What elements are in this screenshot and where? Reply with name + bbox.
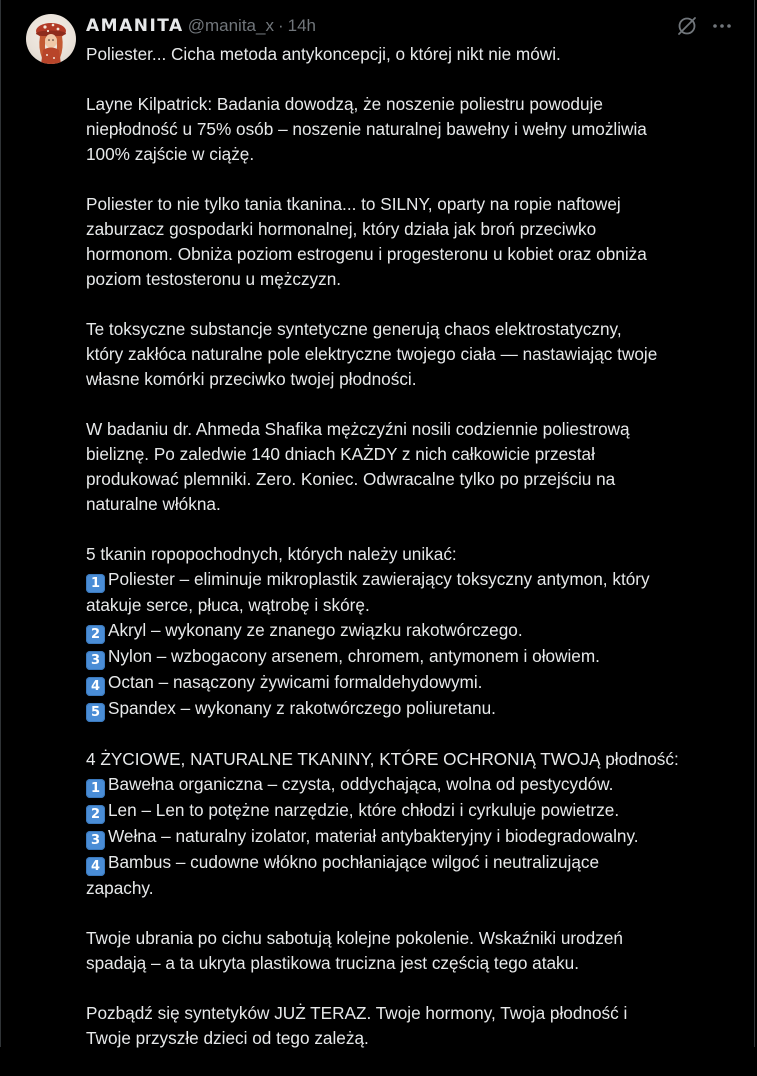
text-line: Poliester... Cicha metoda antykoncepcji, o której nikt nie mówi. (86, 44, 561, 64)
user-handle[interactable]: @manita_x (187, 16, 274, 35)
paragraph-electrostatic (86, 317, 741, 392)
list-heading: 4 ŻYCIOWE, NATURALNE TKANINY, KTÓRE OCHRONIĄ TWOJĄ płodność: (86, 749, 679, 769)
paragraph-shafik-study (86, 417, 741, 517)
text-line: W badaniu dr. Ahmeda Shafika mężczyźni nosili codziennie poliestrową (86, 419, 630, 439)
text-line: produkować plemniki. Zero. Koniec. Odwracalne tylko po przejściu na (86, 469, 616, 489)
list-item: 2 Akryl – wykonany ze znanego związku rakotwórczego. (86, 618, 741, 644)
intro-paragraph (86, 42, 741, 67)
paragraph-call-to-action (86, 1001, 741, 1051)
list-item-continued: zapachy. (86, 878, 154, 898)
keycap-number-icon: 1 (86, 779, 105, 798)
text-line: Twoje ubrania po cichu sabotują kolejne pokolenie. Wskaźniki urodzeń (86, 928, 623, 948)
text-line: 100% zajście w ciążę. (86, 144, 255, 164)
avatar[interactable] (26, 14, 76, 64)
avoid-fabrics-list (86, 542, 741, 722)
post-timestamp[interactable]: 14h (287, 16, 317, 35)
list-item: 3 Nylon – wzbogacony arsenem, chromem, antymonem i ołowiem. (86, 644, 741, 670)
more-options-icon[interactable] (711, 15, 733, 37)
separator-dot: · (277, 16, 284, 35)
list-heading: 5 tkanin ropopochodnych, których należy unikać: (86, 544, 457, 564)
list-item: 4 Bambus – cudowne włókno pochłaniające wilgoć i neutralizujące (86, 850, 741, 876)
keycap-number-icon: 5 (86, 703, 105, 722)
list-item: 4 Octan – nasączony żywicami formaldehydowymi. (86, 670, 741, 696)
text-line: zaburzacz gospodarki hormonalnej, który działa jak broń przeciwko (86, 219, 597, 239)
text-line: który zakłóca naturalne pole elektryczne twojego ciała — nastawiając twoje (86, 344, 658, 364)
text-line: Pozbądź się syntetyków JUŻ TERAZ. Twoje hormony, Twoja płodność i (86, 1003, 628, 1023)
mushroom-figure-icon (26, 14, 76, 64)
post-header (86, 14, 316, 38)
text-line: Poliester to nie tylko tania tkanina... to SILNY, oparty na ropie naftowej (86, 194, 621, 214)
text-line: hormonom. Obniża poziom estrogenu i progesteronu u kobiet oraz obniża (86, 244, 647, 264)
display-name[interactable]: AMANITA (86, 16, 184, 36)
text-line: poziom testosteronu u mężczyzn. (86, 269, 342, 289)
text-line: Te toksyczne substancje syntetyczne generują chaos elektrostatyczny, (86, 319, 622, 339)
paragraph-sabotage (86, 926, 741, 976)
text-line: Twoje przyszłe dzieci od tego zależą. (86, 1028, 369, 1048)
text-line: własne komórki przeciwko twojej płodności. (86, 369, 417, 389)
keycap-number-icon: 3 (86, 831, 105, 850)
text-line: spadają – a ta ukryta plastikowa trucizna jest częścią tego ataku. (86, 953, 579, 973)
text-line: niepłodność u 75% osób – noszenie naturalnej bawełny i wełny umożliwia (86, 119, 647, 139)
paragraph-study-claim (86, 92, 741, 167)
keycap-number-icon: 4 (86, 677, 105, 696)
text-line: Layne Kilpatrick: Badania dowodzą, że noszenie poliestru powoduje (86, 94, 603, 114)
list-item-continued: atakuje serce, płuca, wątrobę i skórę. (86, 595, 370, 615)
list-item: 5 Spandex – wykonany z rakotwórczego poliuretanu. (86, 696, 741, 722)
keycap-number-icon: 4 (86, 857, 105, 876)
list-item: 1 Bawełna organiczna – czysta, oddychająca, wolna od pestycydów. (86, 772, 741, 798)
post-text (86, 42, 741, 1076)
keycap-number-icon: 1 (86, 574, 105, 593)
list-item: 2 Len – Len to potężne narzędzie, które chłodzi i cyrkuluje powietrze. (86, 798, 741, 824)
paragraph-hormones (86, 192, 741, 292)
keycap-number-icon: 3 (86, 651, 105, 670)
list-item: 3 Wełna – naturalny izolator, materiał antybakteryjny i biodegradowalny. (86, 824, 741, 850)
keycap-number-icon: 2 (86, 805, 105, 824)
natural-fabrics-list (86, 747, 741, 901)
list-item: 1 Poliester – eliminuje mikroplastik zawierający toksyczny antymon, który (86, 567, 741, 593)
grok-icon[interactable] (676, 15, 698, 37)
text-line: naturalne włókna. (86, 494, 221, 514)
text-line: bieliznę. Po zaledwie 140 dniach KAŻDY z nich całkowicie przestał (86, 444, 595, 464)
keycap-number-icon: 2 (86, 625, 105, 644)
